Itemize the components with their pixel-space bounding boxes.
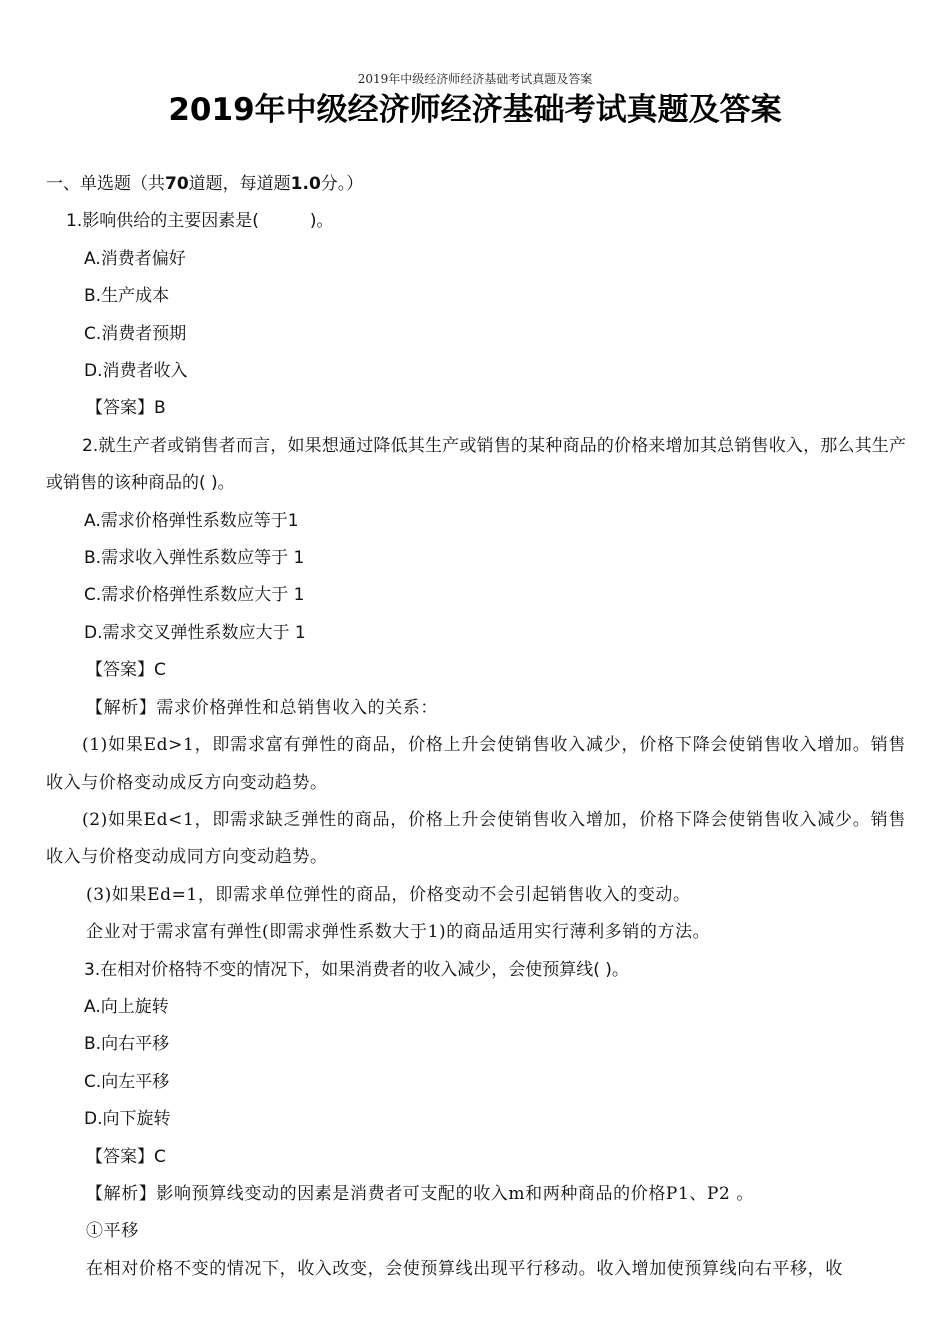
question-2-analysis-point-1: (1)如果Ed>1，即需求富有弹性的商品，价格上升会使销售收入减少，价格下降会使销售收入增加。销售收入与价格变动成反方向变动趋势。: [46, 735, 906, 793]
question-2-analysis-note: 企业对于需求富有弹性(即需求弹性系数大于1)的商品适用实行薄利多销的方法。: [86, 922, 711, 943]
page-title: 2019年中级经济师经济基础考试真题及答案: [168, 92, 782, 128]
question-1-option-c: C.消费者预期: [84, 323, 187, 344]
question-3-analysis-subheading: ①平移: [86, 1221, 139, 1242]
question-1-option-b: B.生产成本: [84, 286, 170, 307]
question-2-option-c: C.需求价格弹性系数应大于 1: [84, 585, 305, 606]
question-2-analysis-heading: 【解析】需求价格弹性和总销售收入的关系：: [86, 697, 438, 718]
question-2-analysis-point-3: (3)如果Ed=1，即需求单位弹性的商品，价格变动不会引起销售收入的变动。: [86, 884, 691, 905]
question-2-stem: 2.就生产者或销售者而言，如果想通过降低其生产或销售的某种商品的价格来增加其总销售收入，那么其生产或销售的该种商品的( )。: [46, 435, 906, 494]
running-header: 2019年中级经济师经济基础考试真题及答案: [357, 72, 593, 86]
question-1-option-d: D.消费者收入: [84, 361, 188, 382]
question-2-answer: 【答案】C: [86, 660, 166, 681]
question-1-stem: 1.影响供给的主要因素是( )。: [66, 211, 334, 232]
question-3-stem: 3.在相对价格特不变的情况下，如果消费者的收入减少，会使预算线( )。: [84, 959, 629, 980]
question-2-option-b: B.需求收入弹性系数应等于 1: [84, 548, 305, 569]
question-2-analysis-point-2: (2)如果Ed<1，即需求缺乏弹性的商品，价格上升会使销售收入增加，价格下降会使销售收入减少。销售收入与价格变动成同方向变动趋势。: [46, 809, 906, 868]
question-3-analysis-heading: 【解析】影响预算线变动的因素是消费者可支配的收入m和两种商品的价格P1、P2 。: [86, 1183, 755, 1204]
question-3-option-d: D.向下旋转: [84, 1109, 171, 1130]
section-heading: 一、单选题（共70道题，每道题1.0分。）: [46, 174, 364, 194]
question-3-answer: 【答案】C: [86, 1146, 166, 1167]
question-1-option-a: A.消费者偏好: [84, 248, 186, 269]
question-3-option-c: C.向左平移: [84, 1071, 170, 1092]
question-3-option-a: A.向上旋转: [84, 996, 169, 1017]
question-3-option-b: B.向右平移: [84, 1034, 170, 1055]
question-1-answer: 【答案】B: [86, 398, 166, 419]
question-3-analysis-paragraph: 在相对价格不变的情况下，收入改变，会使预算线出现平行移动。收入增加使预算线向右平移，收: [86, 1258, 843, 1279]
question-2-option-a: A.需求价格弹性系数应等于1: [84, 510, 299, 531]
question-2-option-d: D.需求交叉弹性系数应大于 1: [84, 622, 306, 643]
document-body: [46, 166, 906, 1288]
